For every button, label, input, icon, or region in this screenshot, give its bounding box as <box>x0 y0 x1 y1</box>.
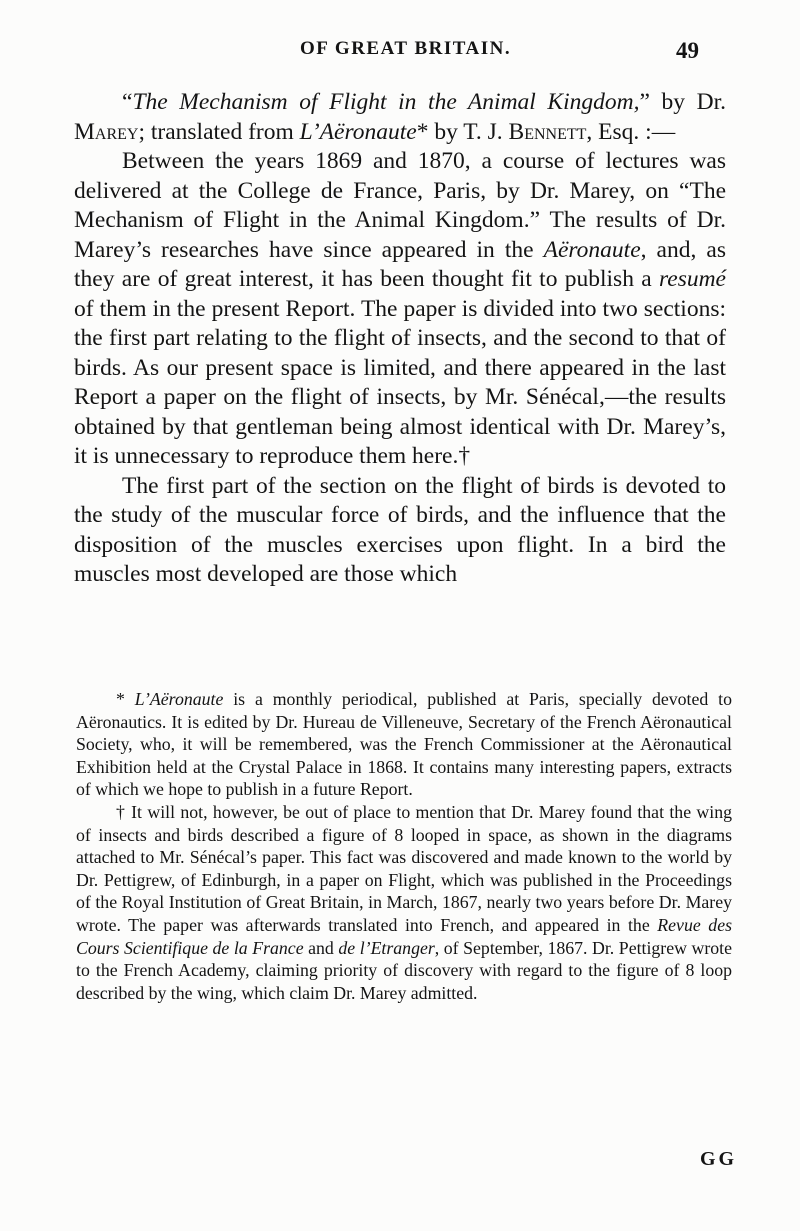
footnotes <box>76 688 732 1004</box>
heading-quote-open: “ <box>122 89 133 115</box>
heading-footnote-mark: * <box>416 118 429 145</box>
paragraph-1 <box>74 147 726 472</box>
heading-quote-close: ” <box>639 89 650 115</box>
heading-title: The Mechanism of Flight in the Animal Kingdom, <box>132 89 640 115</box>
heading-source: L’Aëronaute <box>299 118 417 145</box>
footnote-2-italic-revue: Revue des Cours Scientifique de la France <box>76 914 733 958</box>
heading-translator: Bennett <box>508 118 587 145</box>
heading-by: by Dr. <box>649 89 726 115</box>
running-head-title: OF GREAT BRITAIN. <box>300 38 512 59</box>
para1-italic-resume: resumé <box>658 266 726 292</box>
heading-by-translator: by T. J. <box>428 118 509 145</box>
footnote-2-text-a: † It will not, however, be out of place to mention that Dr. Marey found that the wing of insects and birds described a figure of 8 looped in space, as shown in the diagrams attached to Mr. Sénécal’s paper. This fact was discovered and made known to the world by Dr. Pettigrew, of Edinburgh, in a paper on Flight, which was published in the Proceedings of the Royal Institution of Great Britain, in March, 1867, nearly two years before Dr. Marey wrote. The paper was afterwards translated into French, and appeared in the <box>76 801 732 935</box>
heading-suffix: , Esq. :— <box>586 118 676 145</box>
footnote-2 <box>76 801 732 1004</box>
para1-italic-aeronaute: Aëronaute <box>543 236 641 263</box>
footnote-2-italic-etranger: de l’Etranger <box>338 937 435 958</box>
heading-translated: ; translated from <box>138 118 300 145</box>
footnote-1-text: is a monthly periodical, published at Paris, specially devoted to Aëronautics. It is edited by Dr. Hureau de Villeneuve, Secretary of the French Aëronautical Society, who, it will be remembered, was the French Commissioner at the Aëronautical Exhibition held at the Crystal Palace in 1868. It contains many interesting papers, extracts of which we hope to publish in a future Report. <box>76 689 732 800</box>
signature-mark: GG <box>700 1148 738 1170</box>
running-head <box>0 38 800 64</box>
article-heading <box>74 88 726 147</box>
main-text <box>74 88 726 590</box>
footnote-2-text-c: and <box>303 937 339 958</box>
para1-text-e: of them in the present Report. The paper is divided into two sections: the first part relating to the flight of insects, and the second to that of birds. As our present space is limited, and there appeared in the last Report a paper on the flight of insects, by Mr. Sénécal,—the results obtained by that gentleman being almost identical with Dr. Marey’s, it is unnecessary to reproduce them here.† <box>74 295 726 469</box>
heading-author: Marey <box>74 118 139 145</box>
footnote-1 <box>76 688 732 801</box>
page-number: 49 <box>676 38 699 63</box>
para1-text-c: , and, as they are of great interest, it has been thought fit to publish a <box>74 236 726 292</box>
footnote-1-italic: L’Aëronaute <box>134 689 224 709</box>
paragraph-2: The first part of the section on the flight of birds is devoted to the study of the muscular force of birds, and the influence that the disposition of the muscles exercises upon flight. In a bird the muscles most developed are those which <box>74 472 726 587</box>
para1-text-a: Between the years 1869 and 1870, a course of lectures was delivered at the College de France, Paris, by Dr. Marey, on “The Mechanism of Flight in the Animal Kingdom.” The results of Dr. Marey’s researches have since appeared in the <box>74 148 726 263</box>
footnote-1-mark: * <box>116 689 135 709</box>
footnote-2-text-e: , of September, 1867. Dr. Pettigrew wrote to the French Academy, claiming priority of discovery with regard to the figure of 8 loop described by the wing, which claim Dr. Marey admitted. <box>76 937 732 1003</box>
